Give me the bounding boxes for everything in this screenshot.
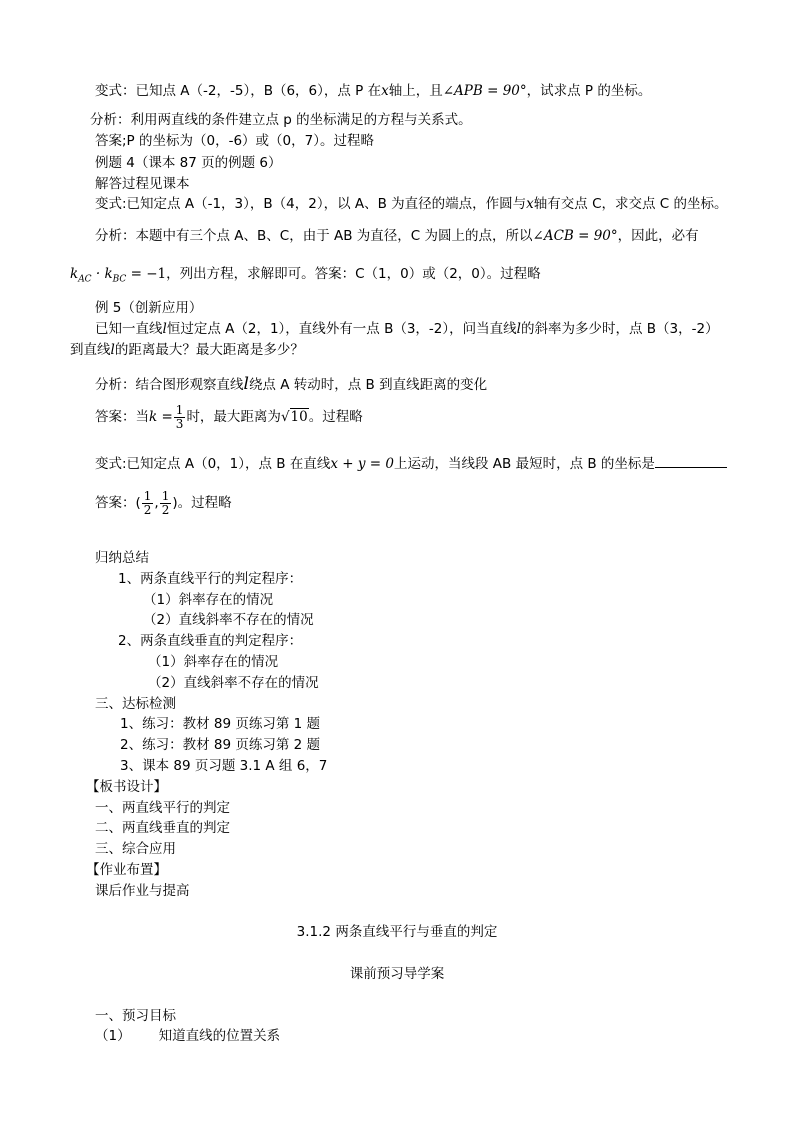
board-design-title: 【板书设计】: [86, 779, 167, 795]
variant-1-line: 变式：已知点 A（-2，-5），B（6，6），点 P 在x轴上，且∠APB = 90°，试求点 P 的坐标。: [95, 83, 652, 99]
answer-1: 答案;P 的坐标为（0，-6）或（0，7）。过程略: [95, 133, 374, 149]
preview-item: （1） 知道直线的位置关系: [95, 1028, 281, 1044]
exercise-item: 1、练习：教材 89 页练习第 1 题: [120, 716, 321, 732]
analysis-2-line-2: $k_{AC} \cdot k_{BC} = -1$，列出方程，求解即可。答案：C（1，0）或（2，0）。过程略: [70, 266, 541, 285]
answer-4: 答案：( $\frac{1}{2}$ , $\frac{1}{2}$ )。过程略: [95, 489, 232, 517]
homework-text: 课后作业与提高: [95, 883, 190, 899]
summary-item: 1、两条直线平行的判定程序：: [118, 571, 303, 587]
board-item: 三、综合应用: [95, 841, 176, 857]
example-5-title: 例 5（创新应用）: [95, 300, 203, 316]
section-3-title: 三、达标检测: [95, 696, 176, 712]
variant-3: 变式:已知定点 A（0，1），点 B 在直线x + y = 0上运动，当线段 AB 最短时，点 B 的坐标是: [95, 455, 727, 472]
summary-item: （1）斜率存在的情况: [148, 654, 279, 670]
exercise-item: 2、练习：教材 89 页练习第 2 题: [120, 737, 321, 753]
preview-goals-title: 一、预习目标: [95, 1008, 176, 1024]
answer-3: 答案：当k = $\frac{1}{3}$ 时，最大距离为√10。过程略: [95, 403, 363, 431]
analysis-1: 分析：利用两直线的条件建立点 p 的坐标满足的方程与关系式。: [90, 112, 472, 128]
fraction-one-third: $\frac{1}{3}$: [175, 403, 184, 431]
analysis-3: 分析：结合图形观察直线l绕点 A 转动时，点 B 到直线距离的变化: [95, 374, 488, 394]
board-item: 一、两直线平行的判定: [95, 800, 230, 816]
analysis-2-line-1: 分析：本题中有三个点 A、B、C，由于 AB 为直径，C 为圆上的点，所以∠ACB = 90°，因此，必有: [95, 228, 699, 244]
variant-2-line: 变式:已知定点 A（-1，3），B（4，2），以 A、B 为直径的端点，作圆与x轴有交点 C，求交点 C 的坐标。: [95, 196, 728, 212]
summary-item: （2）直线斜率不存在的情况: [148, 675, 319, 691]
example-4-title: 例题 4（课本 87 页的例题 6）: [95, 155, 282, 171]
homework-title: 【作业布置】: [86, 862, 167, 878]
subtitle: 课前预习导学案: [349, 966, 445, 982]
answer-blank: [655, 455, 727, 468]
summary-title: 归纳总结: [95, 550, 149, 566]
summary-item: 2、两条直线垂直的判定程序：: [118, 633, 303, 649]
chapter-title: 3.1.2 两条直线平行与垂直的判定: [296, 924, 498, 940]
slope-product-formula: $k_{AC} \cdot k_{BC} = -1$: [70, 266, 167, 285]
example-4-process: 解答过程见课本: [95, 176, 190, 192]
fraction-one-half-a: $\frac{1}{2}$: [143, 489, 152, 517]
summary-item: （1）斜率存在的情况: [143, 592, 274, 608]
example-5-question-line-2: 到直线l的距离最大？最大距离是多少？: [70, 342, 304, 358]
summary-item: （2）直线斜率不存在的情况: [143, 612, 314, 628]
fraction-one-half-b: $\frac{1}{2}$: [161, 489, 170, 517]
board-item: 二、两直线垂直的判定: [95, 820, 230, 836]
sqrt-ten: √10: [280, 409, 308, 426]
exercise-item: 3、课本 89 页习题 3.1 A 组 6，7: [120, 758, 328, 774]
example-5-question-line-1: 已知一直线l恒过定点 A（2，1），直线外有一点 B（3，-2），问当直线l的斜率为多少时，点 B（3，-2）: [95, 321, 719, 337]
